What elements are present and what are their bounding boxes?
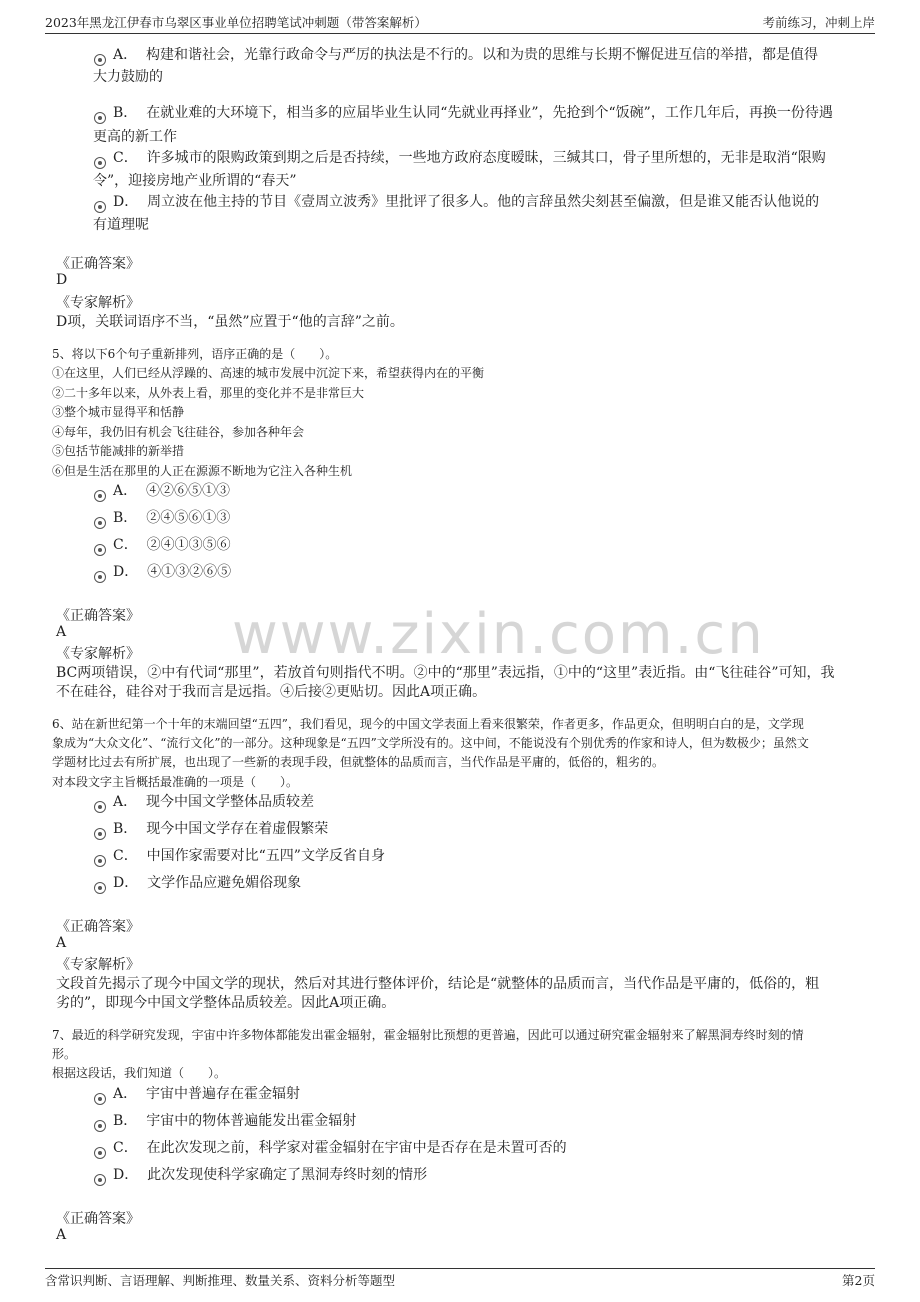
footer-categories: 含常识判断、言语理解、判断推理、数量关系、资料分析等题型 [45,1273,396,1288]
option-b-radio[interactable] [94,828,106,840]
option-c[interactable] [113,1137,567,1159]
option-letter: C． [113,537,138,553]
option-b[interactable] [113,102,873,124]
option-a-radio[interactable] [94,54,106,66]
answer-label: 《正确答案》 [56,919,140,935]
option-a-continued: 大力鼓励的 [93,69,163,85]
option-c[interactable] [113,845,385,867]
option-d-radio[interactable] [94,571,106,583]
option-c-continued: 令”，迎接房地产业所谓的“春天” [93,173,297,189]
option-d[interactable] [113,1164,427,1186]
option-text: ②④⑤⑥①③ [146,510,231,526]
option-letter: A． [113,47,138,63]
answer-label: 《正确答案》 [56,1211,140,1227]
question-prompt: 对本段文字主旨概括最准确的一项是（ ）。 [52,775,299,789]
option-a-radio[interactable] [94,490,106,502]
option-letter: C． [113,848,138,864]
option-letter: B． [113,510,138,526]
option-text: ④②⑥⑤①③ [146,483,231,499]
question-stem: 5、将以下6个句子重新排列，语序正确的是（ ）。 [52,347,338,361]
option-text: 周立波在他主持的节目《壹周立波秀》里批评了很多人。他的言辞虽然尖刻甚至偏激，但是谁又能否认他说的 [147,194,820,210]
analysis-text: 劣的”，即现今中国文学整体品质较差。因此A项正确。 [56,995,396,1011]
option-a-radio[interactable] [94,801,106,813]
option-text: 此次发现使科学家确定了黑洞寿终时刻的情形 [147,1167,428,1183]
sentence-item: ⑤包括节能减排的新举措 [52,444,185,458]
option-a-radio[interactable] [94,1093,106,1105]
option-b[interactable] [113,818,328,840]
option-c-radio[interactable] [94,157,106,169]
option-b-radio[interactable] [94,1120,106,1132]
option-letter: C． [113,150,138,166]
analysis-text: BC两项错误，②中有代词“那里”，若放首句则指代不明。②中的“那里”表远指，①中的“这里”表近指。由“飞往硅谷”可知，我 [56,665,835,681]
option-letter: A． [113,794,138,810]
analysis-label: 《专家解析》 [56,295,140,311]
option-letter: D． [113,564,139,580]
sentence-item: ②二十多年以来，从外表上看，那里的变化并不是非常巨大 [52,386,365,400]
option-letter: A． [113,1086,138,1102]
sentence-item: ③整个城市显得平和恬静 [52,405,185,419]
option-a[interactable] [113,480,230,502]
answer-value: A [56,1227,67,1243]
option-text: 现今中国文学存在着虚假繁荣 [146,821,329,837]
question-stem: 6、站在新世纪第一个十年的末端回望“五四”，我们看见，现今的中国文学表面上看来很繁荣，作者更多，作品更众，但明明白白的是，文学现 [52,717,804,731]
option-text: ②④①③⑤⑥ [146,537,231,553]
option-c[interactable] [113,534,231,556]
option-d-continued: 有道理呢 [93,217,149,233]
option-d[interactable] [113,561,231,583]
option-text: 中国作家需要对比“五四”文学反省自身 [146,848,385,864]
option-text: 现今中国文学整体品质较差 [146,794,315,810]
option-d[interactable] [113,872,301,894]
option-letter: D． [113,1167,139,1183]
option-letter: B． [113,821,138,837]
option-text: ④①③②⑥⑤ [147,564,232,580]
option-letter: B． [113,105,138,121]
option-b[interactable] [113,1110,356,1132]
sentence-item: ①在这里，人们已经从浮躁的、高速的城市发展中沉淀下来，希望获得内在的平衡 [52,366,485,380]
question-prompt: 根据这段话，我们知道（ ）。 [52,1066,227,1080]
option-letter: C． [113,1140,138,1156]
option-a[interactable] [113,791,314,813]
footer-divider [45,1268,875,1269]
page-header [45,10,875,32]
option-text: 在就业难的大环境下，相当多的应届毕业生认同“先就业再择业”，先抢到个“饭碗”，工作几年后，再换一份待遇 [146,105,833,121]
option-c-radio[interactable] [94,544,106,556]
question-stem: 象成为“大众文化”、“流行文化”的一部分。这种现象是“五四”文学所没有的。这中间，不能说没有个别优秀的作家和诗人，但为数极少；虽然文 [52,736,809,750]
option-letter: D． [113,194,139,210]
header-divider [45,33,875,34]
option-b[interactable] [113,507,230,529]
watermark: www.zixin.com.cn [232,602,765,667]
sentence-item: ⑥但是生活在那里的人正在源源不断地为它注入各种生机 [52,464,353,478]
option-text: 宇宙中的物体普遍能发出霍金辐射 [146,1113,357,1129]
analysis-label: 《专家解析》 [56,646,140,662]
question-stem: 学题材比过去有所扩展，也出现了一些新的表现手段，但就整体的品质而言，当代作品是平庸的，低俗的，粗劣的。 [52,755,665,769]
option-b-radio[interactable] [94,112,106,124]
option-text: 构建和谐社会，光靠行政命令与严厉的执法是不行的。以和为贵的思维与长期不懈促进互信的举措，都是值得 [146,47,819,63]
option-a[interactable] [113,1083,300,1105]
option-a[interactable] [113,44,873,66]
option-text: 许多城市的限购政策到期之后是否持续，一些地方政府态度暧昧，三缄其口，骨子里所想的，无非是取消“限购 [146,150,826,166]
analysis-text: 文段首先揭示了现今中国文学的现状，然后对其进行整体评价，结论是“就整体的品质而言，当代作品是平庸的，低俗的，粗 [56,976,820,992]
option-letter: B． [113,1113,138,1129]
analysis-text: D项，关联词语序不当，“虽然”应置于“他的言辞”之前。 [56,314,404,330]
option-d-radio[interactable] [94,201,106,213]
option-d[interactable] [113,191,873,213]
analysis-label: 《专家解析》 [56,957,140,973]
document-title: 2023年黑龙江伊春市乌翠区事业单位招聘笔试冲刺题（带答案解析） [45,15,427,30]
option-c-radio[interactable] [94,1147,106,1159]
answer-value: A [56,935,67,951]
answer-label: 《正确答案》 [56,608,140,624]
option-c-radio[interactable] [94,855,106,867]
option-b-continued: 更高的新工作 [93,129,177,145]
answer-label: 《正确答案》 [56,256,140,272]
option-b-radio[interactable] [94,517,106,529]
question-stem: 7、最近的科学研究发现，宇宙中许多物体都能发出霍金辐射，霍金辐射比预想的更普遍，因此可以通过研究霍金辐射来了解黑洞寿终时刻的情 [52,1028,804,1042]
question-stem: 形。 [52,1047,77,1061]
option-text: 文学作品应避免媚俗现象 [147,875,302,891]
header-slogan: 考前练习，冲刺上岸 [762,15,875,30]
page-number: 第2页 [842,1273,875,1288]
answer-value: D [56,272,68,288]
option-d-radio[interactable] [94,882,106,894]
option-letter: D． [113,875,139,891]
option-text: 在此次发现之前，科学家对霍金辐射在宇宙中是否存在是未置可否的 [146,1140,567,1156]
option-letter: A． [113,483,138,499]
option-c[interactable] [113,147,873,169]
option-text: 宇宙中普遍存在霍金辐射 [146,1086,301,1102]
answer-value: A [56,624,67,640]
sentence-item: ④每年，我仍旧有机会飞往硅谷，参加各种年会 [52,425,305,439]
analysis-text: 不在硅谷，硅谷对于我而言是远指。④后接②更贴切。因此A项正确。 [56,684,487,700]
option-d-radio[interactable] [94,1174,106,1186]
